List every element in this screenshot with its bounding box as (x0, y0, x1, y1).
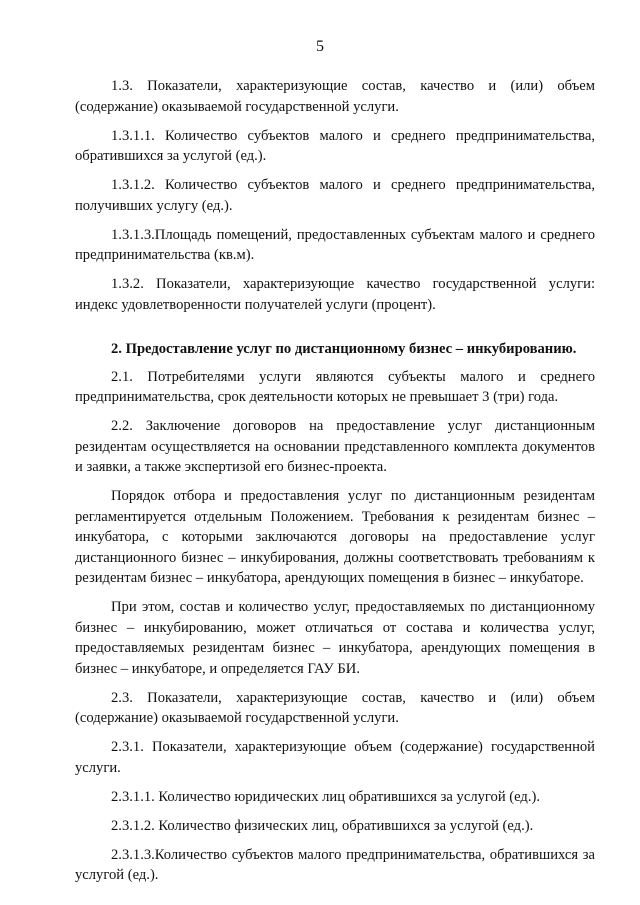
paragraph-services-scope: При этом, состав и количество услуг, предоставляемых по дистанционному бизнес – инкубированию, может отличаться от состава и количества услуг, предоставляемых резидентам бизнес – инкубатора, арендующих помещения в бизнес – инкубаторе, и определяется ГАУ БИ. (75, 599, 595, 677)
paragraph-1-3-2: 1.3.2. Показатели, характеризующие качество государственной услуги: индекс удовлетворенности получателей услуги (процент). (75, 276, 595, 313)
paragraph-2-3-1-3: 2.3.1.3.Количество субъектов малого предпринимательства, обратившихся за услугой (ед.). (75, 846, 595, 883)
paragraph-2-2: 2.2. Заключение договоров на предоставление услуг дистанционным резидентам осуществляется на основании представленного комплекта документов и заявки, а также экспертизой его бизнес-проекта. (75, 418, 595, 475)
paragraph-2-3-1-2: 2.3.1.2. Количество физических лиц, обратившихся за услугой (ед.). (111, 817, 534, 834)
paragraph-selection-order: Порядок отбора и предоставления услуг по дистанционным резидентам регламентируется отдельным Положением. Требования к резидентам бизнес – инкубатора, с которыми заключаются договоры на предоставление услуг дистанционного бизнес – инкубирования, должны соответствовать требованиям к резидентам бизнес – инкубатора, арендующих помещения в бизнес – инкубаторе. (75, 488, 595, 586)
paragraph-1-3: 1.3. Показатели, характеризующие состав, качество и (или) объем (содержание) оказываемой государственной услуги. (75, 78, 595, 115)
paragraph-1-3-1-3: 1.3.1.3.Площадь помещений, предоставленных субъектам малого и среднего предпринимательства (кв.м). (75, 226, 595, 263)
paragraph-1-3-1-2: 1.3.1.2. Количество субъектов малого и среднего предпринимательства, получивших услугу (ед.). (75, 177, 595, 214)
paragraph-2-1: 2.1. Потребителями услуги являются субъекты малого и среднего предпринимательства, срок деятельности которых не превышает 3 (три) года. (75, 368, 595, 405)
paragraph-2-3-1: 2.3.1. Показатели, характеризующие объем (содержание) государственной услуги. (75, 739, 595, 776)
page-number: 5 (316, 38, 324, 55)
paragraph-1-3-1-1: 1.3.1.1. Количество субъектов малого и среднего предпринимательства, обратившихся за услугой (ед.). (75, 127, 595, 164)
section-heading-2: 2. Предоставление услуг по дистанционному бизнес – инкубированию. (111, 341, 577, 357)
paragraph-2-3-1-1: 2.3.1.1. Количество юридических лиц обратившихся за услугой (ед.). (111, 788, 541, 805)
paragraph-2-3: 2.3. Показатели, характеризующие состав, качество и (или) объем (содержание) оказываемой государственной услуги. (75, 689, 595, 726)
document-body (75, 76, 595, 894)
